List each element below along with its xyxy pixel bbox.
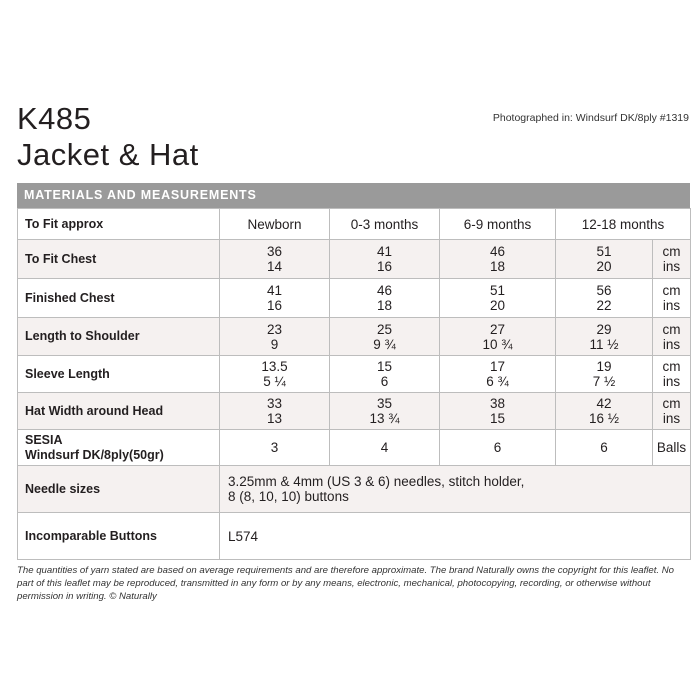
cm-value: 27: [489, 321, 506, 337]
cm-value: 19: [596, 359, 612, 374]
ins-value: 10 ¾: [482, 336, 513, 352]
unit-cell: [653, 356, 691, 393]
row-label: Finished Chest: [18, 279, 220, 318]
value-cell: [220, 356, 330, 393]
yarn-brand: SESIA: [25, 432, 63, 447]
yarn-cell: 6: [556, 430, 653, 466]
ins-value: 16: [266, 298, 283, 313]
value-cell: [220, 393, 330, 430]
size-cell: 0-3 months: [330, 209, 440, 240]
table-row: [18, 240, 691, 279]
photographed-in: [493, 112, 689, 124]
unit-cm: cm: [662, 321, 681, 337]
ins-value: 16: [376, 259, 393, 274]
size-cell: Newborn: [220, 209, 330, 240]
unit-ins: ins: [662, 259, 681, 274]
value-cell: [220, 318, 330, 356]
value-cell: [330, 356, 440, 393]
row-label: To Fit Chest: [18, 240, 220, 279]
section-header: MATERIALS AND MEASUREMENTS: [17, 183, 690, 208]
photographed-value: Windsurf DK/8ply #1319: [575, 112, 689, 124]
yarn-cell: 4: [330, 430, 440, 466]
yarn-row: [18, 430, 691, 466]
buttons-value: L574: [220, 513, 691, 560]
row-label: Sleeve Length: [18, 356, 220, 393]
value-cell: [330, 393, 440, 430]
value-cell: [440, 356, 556, 393]
pattern-title: Jacket & Hat: [17, 137, 199, 172]
unit-cm: cm: [662, 244, 681, 259]
sizes-row: [18, 209, 691, 240]
value-cell: [440, 240, 556, 279]
cm-value: 25: [376, 321, 393, 337]
ins-value: 15: [489, 411, 506, 426]
copyright-footer: The quantities of yarn stated are based on average requirements and are therefore approximate. The brand Naturally owns the copyright for this leaflet. No part of this leaflet may be reproduced, transmitted in any form or by any means, electronic, mechanical, photocopying, recording, or otherwise without permission in writing. © Naturally: [17, 565, 675, 602]
unit-cell: [653, 393, 691, 430]
unit-ins: ins: [662, 298, 681, 313]
measurements-table: [17, 208, 691, 560]
needles-row: [18, 466, 691, 513]
unit-balls: Balls: [653, 430, 691, 466]
ins-value: 20: [489, 298, 506, 313]
unit-cell: [653, 240, 691, 279]
value-cell: [440, 393, 556, 430]
value-cell: [330, 279, 440, 318]
materials-table-section: [17, 183, 690, 560]
value-cell: [330, 240, 440, 279]
cm-value: 56: [596, 283, 612, 298]
cm-value: 51: [489, 283, 506, 298]
ins-value: 9: [270, 336, 279, 352]
unit-ins: ins: [662, 411, 681, 426]
unit-ins: ins: [662, 374, 681, 389]
value-cell: [556, 240, 653, 279]
ins-value: 5 ¼: [263, 374, 286, 389]
table-row: [18, 279, 691, 318]
value-cell: [556, 393, 653, 430]
needles-line: 3.25mm & 4mm (US 3 & 6) needles, stitch holder,: [228, 474, 525, 489]
ins-value: 18: [376, 298, 393, 313]
cm-value: 17: [489, 359, 506, 374]
cm-value: 46: [376, 283, 393, 298]
ins-value: 18: [489, 259, 506, 274]
cm-value: 46: [489, 244, 506, 259]
unit-cell: [653, 279, 691, 318]
unit-cm: cm: [662, 396, 681, 411]
ins-value: 13: [266, 411, 283, 426]
ins-value: 20: [596, 259, 612, 274]
cm-value: 51: [596, 244, 612, 259]
pattern-code: K485: [17, 101, 92, 136]
row-label: Length to Shoulder: [18, 318, 220, 356]
unit-ins: ins: [662, 336, 681, 352]
ins-value: 7 ½: [592, 374, 616, 389]
yarn-cell: 3: [220, 430, 330, 466]
ins-value: 16 ½: [588, 411, 620, 426]
table-row: [18, 318, 691, 356]
cm-value: 29: [596, 321, 612, 337]
value-cell: [556, 318, 653, 356]
value-cell: [440, 318, 556, 356]
cm-value: 36: [266, 244, 283, 259]
needles-line: 8 (8, 10, 10) buttons: [228, 489, 349, 504]
ins-value: 9 ¾: [373, 336, 396, 352]
row-label: Needle sizes: [18, 466, 220, 513]
value-cell: [220, 279, 330, 318]
cm-value: 15: [376, 359, 393, 374]
photographed-label: Photographed in:: [492, 112, 573, 124]
row-label: To Fit approx: [18, 209, 220, 240]
cm-value: 33: [266, 396, 283, 411]
ins-value: 11 ½: [589, 336, 619, 352]
yarn-name: Windsurf DK/8ply(50gr): [25, 447, 164, 462]
yarn-cell: 6: [440, 430, 556, 466]
unit-cell: [653, 318, 691, 356]
size-cell: 12-18 months: [556, 209, 691, 240]
table-row: [18, 356, 691, 393]
row-label: [18, 430, 220, 466]
buttons-row: [18, 513, 691, 560]
table-row: [18, 393, 691, 430]
unit-cm: cm: [662, 283, 681, 298]
cm-value: 41: [266, 283, 283, 298]
cm-value: 41: [376, 244, 393, 259]
cm-value: 13.5: [261, 359, 288, 374]
value-cell: [440, 279, 556, 318]
cm-value: 42: [596, 396, 612, 411]
ins-value: 6: [380, 374, 389, 389]
needles-value: [220, 466, 691, 513]
value-cell: [220, 240, 330, 279]
cm-value: 35: [376, 396, 393, 411]
ins-value: 13 ¾: [369, 411, 400, 426]
value-cell: [556, 356, 653, 393]
ins-value: 22: [596, 298, 612, 313]
value-cell: [330, 318, 440, 356]
value-cell: [556, 279, 653, 318]
ins-value: 14: [266, 259, 283, 274]
size-cell: 6-9 months: [440, 209, 556, 240]
cm-value: 23: [266, 321, 283, 337]
cm-value: 38: [489, 396, 506, 411]
unit-cm: cm: [662, 359, 681, 374]
ins-value: 6 ¾: [486, 374, 509, 389]
row-label: Hat Width around Head: [18, 393, 220, 430]
row-label: Incomparable Buttons: [18, 513, 220, 560]
